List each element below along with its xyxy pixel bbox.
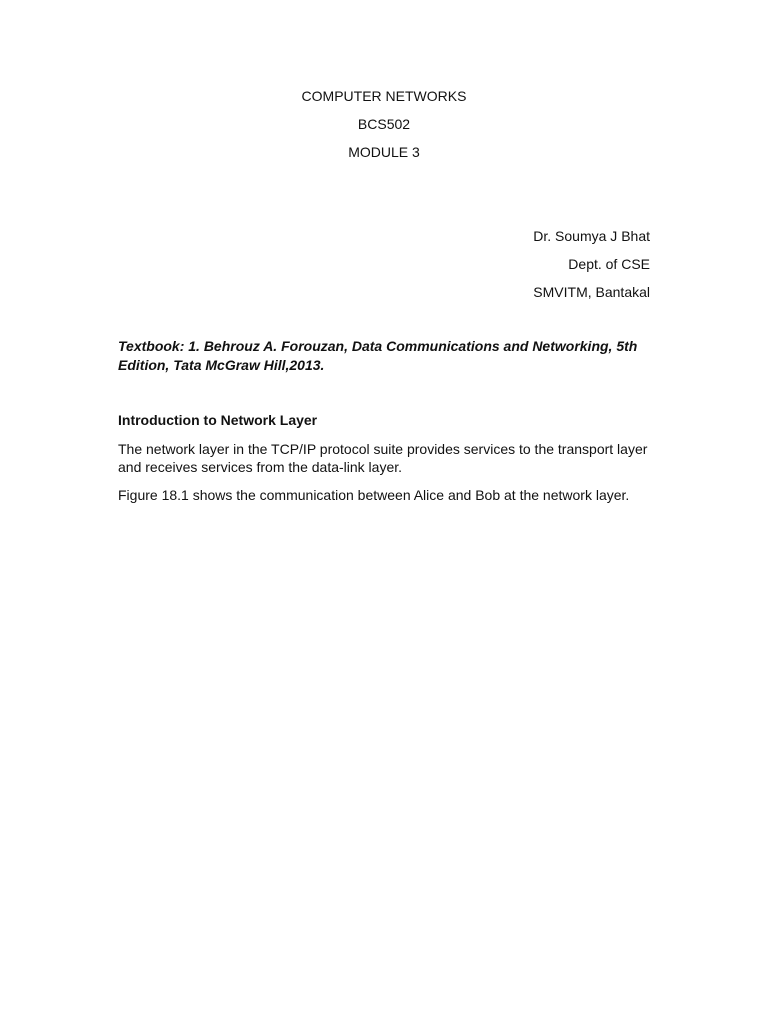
module-number: MODULE 3	[348, 144, 420, 160]
paragraph: The network layer in the TCP/IP protocol suite provides services to the transport layer and receives services from the data-link layer.	[118, 441, 648, 475]
section-heading: Introduction to Network Layer	[118, 412, 318, 428]
author-name: Dr. Soumya J Bhat	[533, 228, 650, 244]
author-department: Dept. of CSE	[568, 256, 650, 272]
paragraph: Figure 18.1 shows the communication between Alice and Bob at the network layer.	[118, 487, 630, 503]
textbook-reference: Textbook: 1. Behrouz A. Forouzan, Data Communications and Networking, 5th Edition, Tata McGraw Hill,2013.	[118, 338, 638, 373]
course-name: COMPUTER NETWORKS	[301, 88, 467, 104]
course-code: BCS502	[357, 116, 411, 132]
author-institution: SMVITM, Bantakal	[533, 284, 650, 300]
